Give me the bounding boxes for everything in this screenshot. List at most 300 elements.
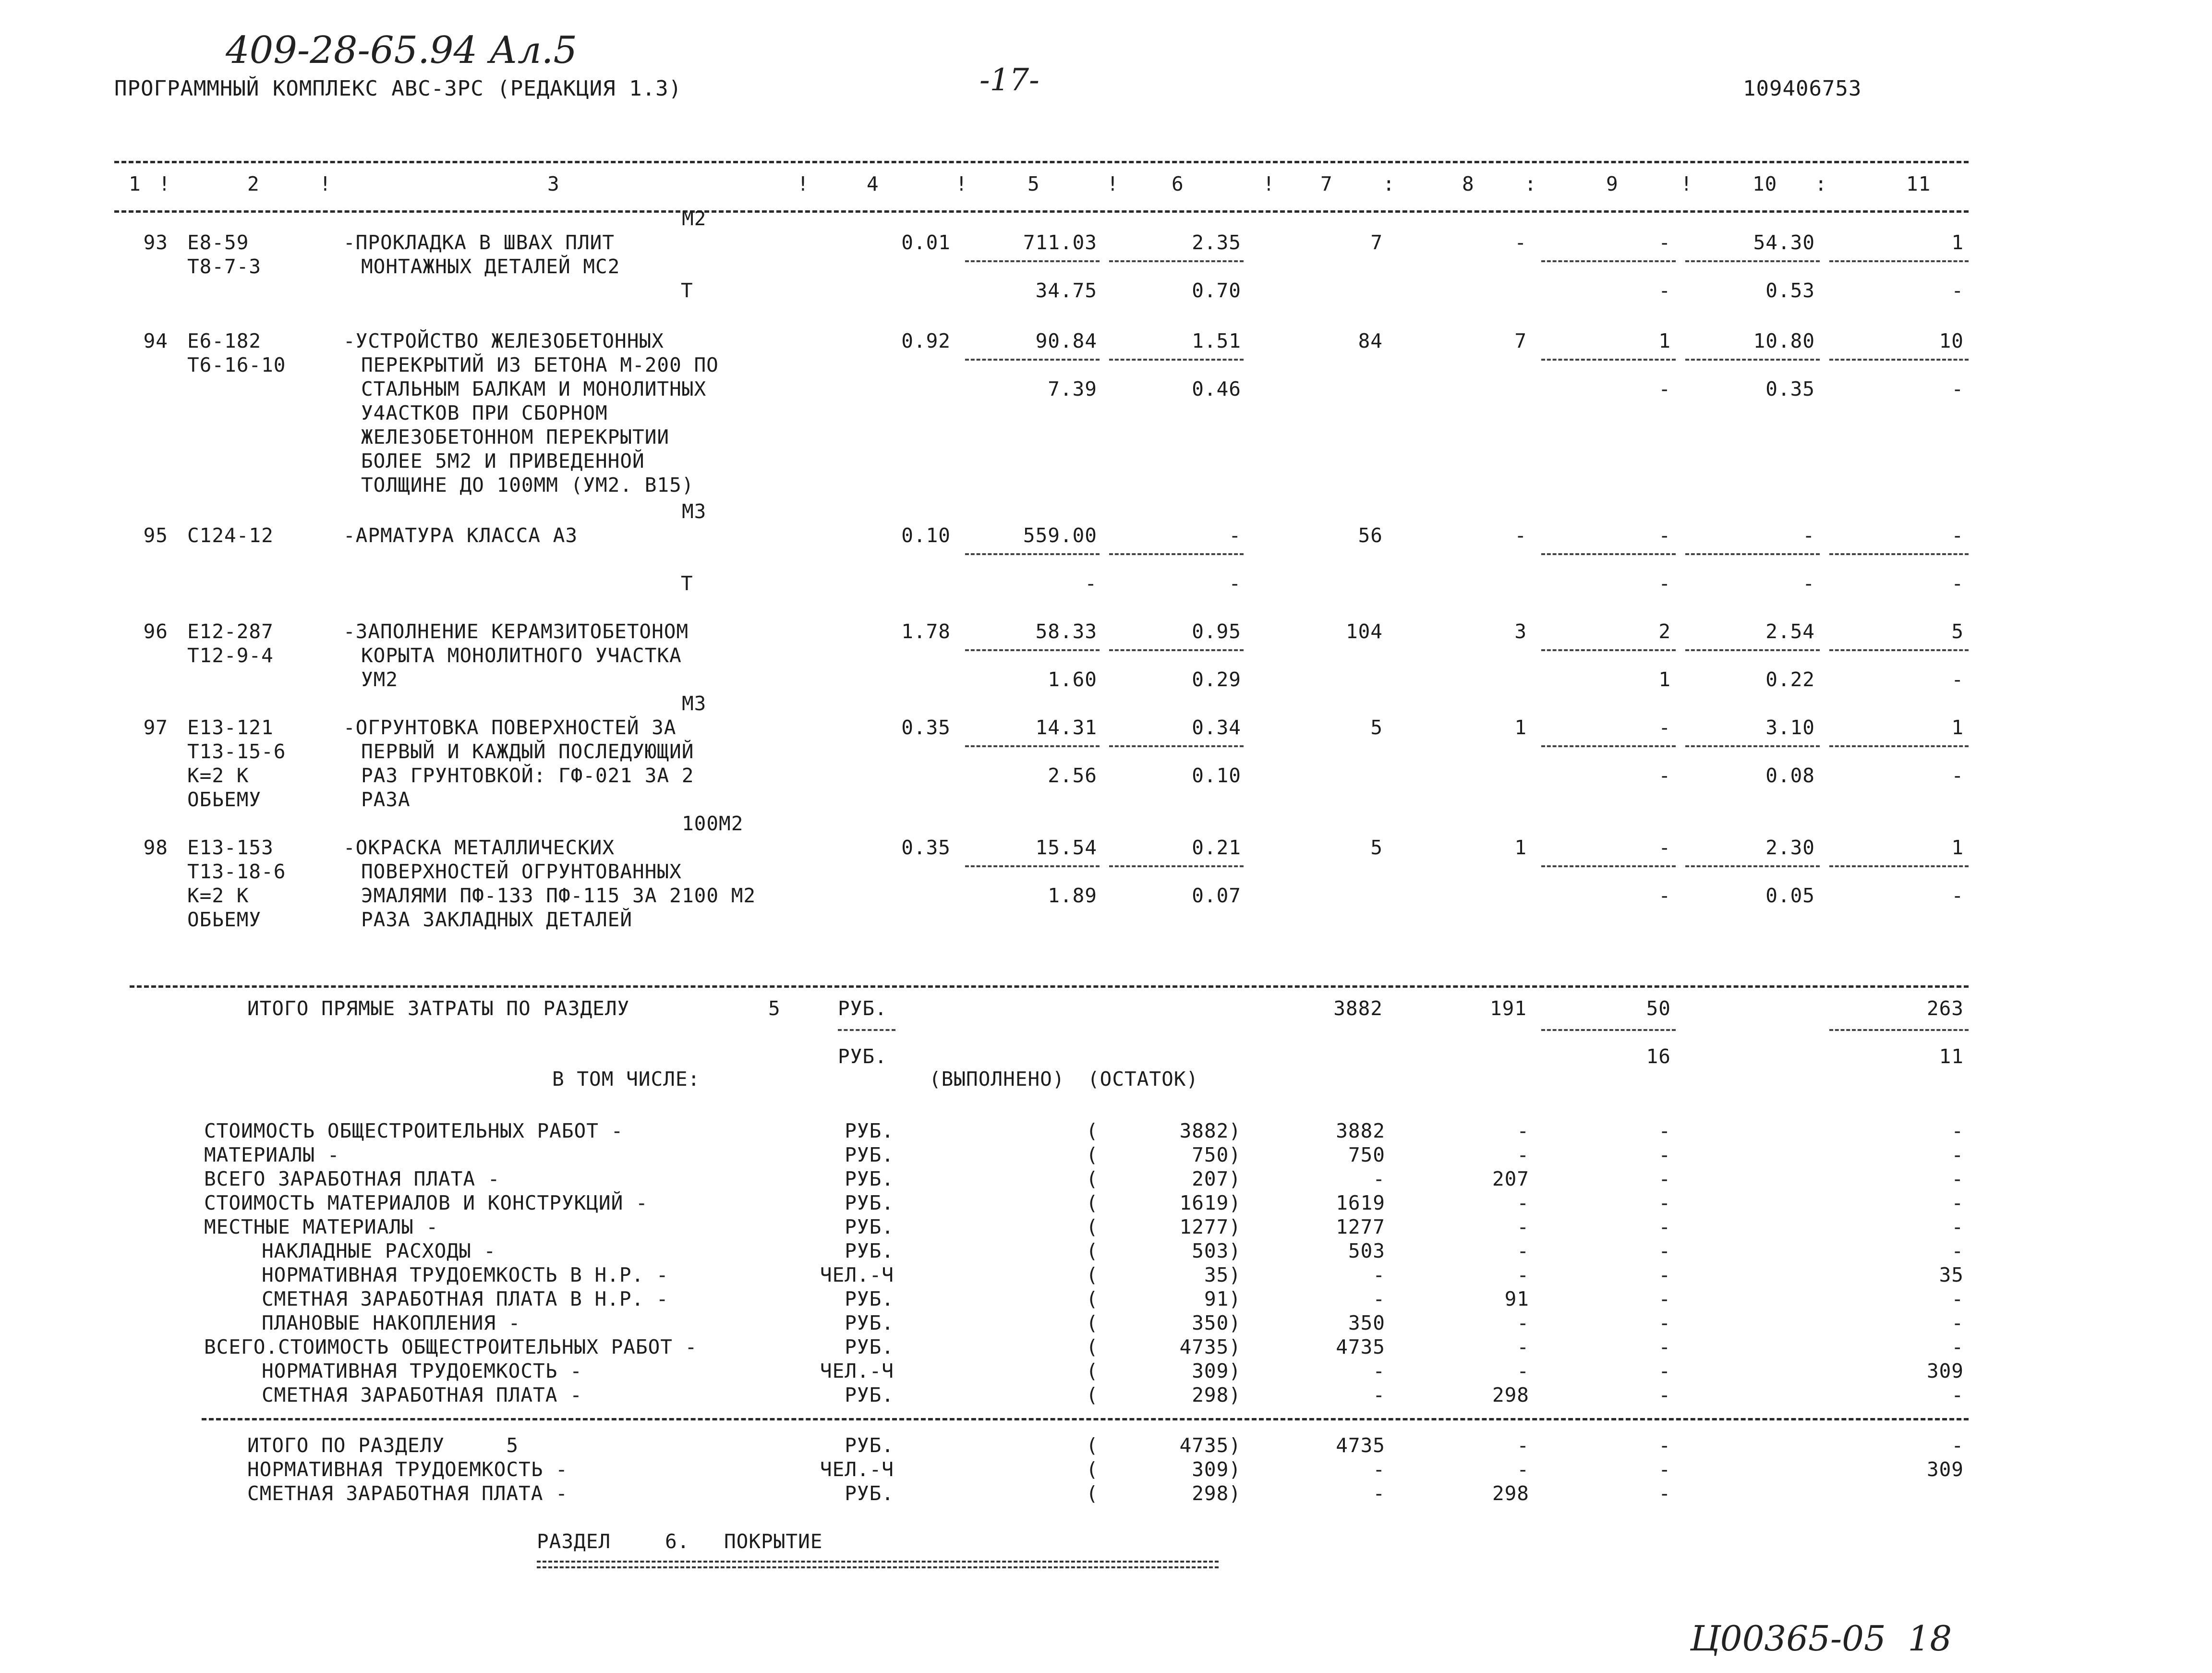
cell-c6: 2.35 <box>1192 231 1241 254</box>
work-description: ТОЛЩИНЕ ДО 100ММ (УМ2. В15) <box>361 473 694 497</box>
unit-above-label: М3 <box>682 500 707 523</box>
row-number: 97 <box>143 716 168 739</box>
cell-divider <box>1829 359 1969 361</box>
cell-c9: - <box>1658 231 1671 254</box>
cell-divider <box>1685 865 1820 867</box>
cell-c6b: 0.07 <box>1192 884 1241 907</box>
breakdown-value: 1277) <box>1179 1215 1241 1238</box>
breakdown-unit: РУБ. <box>845 1239 894 1262</box>
breakdown-c7: 1619 <box>1336 1191 1385 1214</box>
cell-divider <box>1109 553 1244 555</box>
work-description: ЖЕЛЕЗОБЕТОННОМ ПЕРЕКРЫТИИ <box>361 425 670 449</box>
cell-c5: 711.03 <box>1023 231 1097 254</box>
norm-code: Т12-9-4 <box>187 644 274 667</box>
norm-code: ОБЬЕМУ <box>187 788 262 811</box>
cell-c9b: - <box>1658 764 1671 787</box>
column-header-cell: 10 <box>1753 172 1777 195</box>
cell-divider <box>1829 1029 1969 1031</box>
breakdown-c9: - <box>1658 1311 1671 1334</box>
breakdown-unit: РУБ. <box>845 1287 894 1310</box>
unit-above-label: М2 <box>682 207 707 230</box>
breakdown-unit: РУБ. <box>845 1191 894 1214</box>
breakdown-c9: - <box>1658 1215 1671 1238</box>
cell-c10: 10.80 <box>1753 329 1815 352</box>
cell-c9: - <box>1658 836 1671 859</box>
page-number: -17- <box>979 62 1040 98</box>
breakdown-c9: - <box>1658 1239 1671 1262</box>
cell-c10b: 0.22 <box>1765 668 1815 691</box>
column-header-cell: ! <box>955 172 968 195</box>
cell-divider <box>965 359 1100 361</box>
cell-divider <box>1685 553 1820 555</box>
breakdown-c11: - <box>1951 1383 1964 1406</box>
total-c11b: 11 <box>1939 1045 1964 1068</box>
cell-c8: - <box>1514 231 1527 254</box>
breakdown-c8: - <box>1517 1239 1529 1262</box>
cell-c5b: 1.89 <box>1048 884 1097 907</box>
cell-c6b: 0.29 <box>1192 668 1241 691</box>
cell-c4: 0.92 <box>901 329 951 352</box>
cell-c5: 559.00 <box>1023 524 1097 547</box>
work-description: -ОГРУНТОВКА ПОВЕРХНОСТЕЙ ЗА <box>343 716 677 739</box>
column-header-cell: 2 <box>247 172 260 195</box>
breakdown-c9: - <box>1658 1383 1671 1406</box>
cell-c4: 0.35 <box>901 836 951 859</box>
section-total-label: НОРМАТИВНАЯ ТРУДОЕМКОСТЬ - <box>247 1458 568 1481</box>
work-description: ПЕРЕКРЫТИЙ ИЗ БЕТОНА М-200 ПО <box>361 353 719 376</box>
open-paren: ( <box>1086 1263 1099 1286</box>
breakdown-c8: - <box>1517 1191 1529 1214</box>
breakdown-c9: - <box>1658 1287 1671 1310</box>
work-description: -ОКРАСКА МЕТАЛЛИЧЕСКИХ <box>343 836 615 859</box>
open-paren: ( <box>1086 1335 1099 1358</box>
norm-code: ОБЬЕМУ <box>187 908 262 931</box>
cell-divider <box>1829 553 1969 555</box>
cell-c5b: 34.75 <box>1035 279 1097 302</box>
section-total-c8: 298 <box>1492 1482 1529 1505</box>
column-header-cell: ! <box>1680 172 1693 195</box>
cell-divider <box>1109 865 1244 867</box>
total-c11: 263 <box>1926 997 1964 1020</box>
open-paren: ( <box>1086 1215 1099 1238</box>
cell-c9b: - <box>1658 572 1671 595</box>
norm-code: Е12-287 <box>187 620 274 643</box>
breakdown-c8: 91 <box>1504 1287 1529 1310</box>
breakdown-c11: - <box>1951 1287 1964 1310</box>
cell-divider <box>1829 649 1969 651</box>
cell-c6b: 0.46 <box>1192 377 1241 400</box>
norm-code: К=2 К <box>187 884 249 907</box>
cell-c6: 0.95 <box>1192 620 1241 643</box>
table-top-rule <box>114 161 1969 163</box>
work-description: ЭМАЛЯМИ ПФ-133 ПФ-115 ЗА 2 <box>361 884 682 907</box>
column-header-cell: : <box>1524 172 1537 195</box>
work-description: КОРЫТА МОНОЛИТНОГО УЧАСТКА <box>361 644 682 667</box>
cell-c9b: 1 <box>1658 668 1671 691</box>
cell-divider <box>1829 260 1969 262</box>
unit-above-label: 100М2 <box>682 812 744 835</box>
cell-c6b: - <box>1229 572 1241 595</box>
breakdown-value: 503) <box>1192 1239 1241 1262</box>
open-paren: ( <box>1086 1119 1099 1142</box>
norm-code: Е13-121 <box>187 716 274 739</box>
section-total-unit: РУБ. <box>845 1434 894 1457</box>
breakdown-unit: РУБ. <box>845 1215 894 1238</box>
breakdown-unit: РУБ. <box>845 1143 894 1166</box>
open-paren: ( <box>1086 1434 1099 1457</box>
cell-c9b: - <box>1658 884 1671 907</box>
cell-c6: - <box>1229 524 1241 547</box>
cell-c7: 84 <box>1358 329 1383 352</box>
table-header-rule <box>114 210 1969 213</box>
cell-c9: 2 <box>1658 620 1671 643</box>
open-paren: ( <box>1086 1167 1099 1190</box>
cell-divider <box>1685 745 1820 747</box>
document-number: 109406753 <box>1743 76 1862 101</box>
breakdown-c8: - <box>1517 1311 1529 1334</box>
section-total-c9: - <box>1658 1458 1671 1481</box>
cell-divider <box>965 649 1100 651</box>
breakdown-unit: ЧЕЛ.-Ч <box>820 1263 894 1286</box>
breakdown-value: 350) <box>1192 1311 1241 1334</box>
column-header-cell: 4 <box>867 172 879 195</box>
work-description: РАЗА ЗАКЛАДНЫХ ДЕТАЛЕЙ <box>361 908 633 931</box>
breakdown-value: 207) <box>1192 1167 1241 1190</box>
breakdown-c7: - <box>1373 1167 1385 1190</box>
norm-code: Т13-18-6 <box>187 860 286 883</box>
cell-c8: 1 <box>1514 716 1527 739</box>
next-section-underline <box>537 1561 1219 1568</box>
cell-c4: 0.10 <box>901 524 951 547</box>
program-title: ПРОГРАММНЫЙ КОМПЛЕКС АВС-3РС (РЕДАКЦИЯ 1.3) <box>114 76 682 101</box>
norm-code: Е8-59 <box>187 231 249 254</box>
cell-divider <box>1685 359 1820 361</box>
breakdown-value: 4735) <box>1179 1335 1241 1358</box>
work-description: У4АСТКОВ ПРИ СБОРНОМ <box>361 401 608 424</box>
cell-c11b: - <box>1951 572 1964 595</box>
total-direct-unit: РУБ. <box>838 997 887 1020</box>
cell-c8: 1 <box>1514 836 1527 859</box>
cell-c11: 1 <box>1951 716 1964 739</box>
cell-divider <box>1829 865 1969 867</box>
section-total-value: 4735) <box>1179 1434 1241 1457</box>
breakdown-c7: 4735 <box>1336 1335 1385 1358</box>
section-total-c11: - <box>1951 1434 1964 1457</box>
work-description: -УСТРОЙСТВО ЖЕЛЕЗОБЕТОННЫХ <box>343 329 664 352</box>
breakdown-c11: - <box>1951 1239 1964 1262</box>
norm-code: Т13-15-6 <box>187 740 286 763</box>
section-total-c8: - <box>1517 1458 1529 1481</box>
row-number: 95 <box>143 524 168 547</box>
total-direct-unit-2: РУБ. <box>838 1045 887 1068</box>
remainder-label: (ОСТАТОК) <box>1088 1067 1199 1091</box>
cell-c11b: - <box>1951 884 1964 907</box>
open-paren: ( <box>1086 1239 1099 1262</box>
total-c8: 191 <box>1489 997 1527 1020</box>
cell-divider <box>1541 865 1676 867</box>
column-header-cell: ! <box>1107 172 1119 195</box>
cell-divider <box>1109 649 1244 651</box>
totals-rule <box>130 985 1969 988</box>
cell-c11b: - <box>1951 279 1964 302</box>
cell-c11: - <box>1951 524 1964 547</box>
breakdown-c11: - <box>1951 1143 1964 1166</box>
section-total-rule <box>202 1418 1969 1420</box>
cell-divider <box>965 260 1100 262</box>
breakdown-c11: - <box>1951 1119 1964 1142</box>
column-header-cell: 5 <box>1027 172 1040 195</box>
breakdown-label: СМЕТНАЯ ЗАРАБОТНАЯ ПЛАТА В Н.Р. - <box>262 1287 669 1310</box>
column-header-cell: 3 <box>547 172 560 195</box>
section-total-unit: ЧЕЛ.-Ч <box>820 1458 894 1481</box>
cell-divider <box>965 553 1100 555</box>
column-header-cell: ! <box>158 172 171 195</box>
cell-c10: 2.54 <box>1765 620 1815 643</box>
section-total-c7: 4735 <box>1336 1434 1385 1457</box>
section-total-label: СМЕТНАЯ ЗАРАБОТНАЯ ПЛАТА - <box>247 1482 568 1505</box>
cell-divider <box>1541 260 1676 262</box>
column-header-cell: ! <box>797 172 810 195</box>
breakdown-value: 298) <box>1192 1383 1241 1406</box>
unit-below-label: Т <box>681 572 693 595</box>
work-description: РАЗА <box>361 788 411 811</box>
cell-c11b: - <box>1951 377 1964 400</box>
cell-c5b: 7.39 <box>1048 377 1097 400</box>
norm-code: С124-12 <box>187 524 274 547</box>
cell-c6: 0.21 <box>1192 836 1241 859</box>
breakdown-c8: - <box>1517 1119 1529 1142</box>
breakdown-c7: 503 <box>1348 1239 1385 1262</box>
breakdown-c8: 298 <box>1492 1383 1529 1406</box>
breakdown-c7: - <box>1373 1359 1385 1382</box>
section-total-c9: - <box>1658 1482 1671 1505</box>
cell-c5: 14.31 <box>1035 716 1097 739</box>
breakdown-value: 309) <box>1192 1359 1241 1382</box>
cell-c10: 3.10 <box>1765 716 1815 739</box>
cell-divider <box>1541 649 1676 651</box>
breakdown-label: ВСЕГО.СТОИМОСТЬ ОБЩЕСТРОИТЕЛЬНЫХ РАБОТ - <box>204 1335 698 1358</box>
breakdown-label: СТОИМОСТЬ ОБЩЕСТРОИТЕЛЬНЫХ РАБОТ - <box>204 1119 624 1142</box>
norm-code: Т6-16-10 <box>187 353 286 376</box>
norm-code: Е6-182 <box>187 329 262 352</box>
breakdown-c11: 309 <box>1926 1359 1964 1382</box>
cell-c7: 56 <box>1358 524 1383 547</box>
breakdown-c7: 350 <box>1348 1311 1385 1334</box>
cell-c8: 7 <box>1514 329 1527 352</box>
breakdown-c9: - <box>1658 1335 1671 1358</box>
section-total-c9: - <box>1658 1434 1671 1457</box>
column-header-cell: 6 <box>1172 172 1184 195</box>
cell-c7: 104 <box>1345 620 1383 643</box>
cell-c11b: - <box>1951 668 1964 691</box>
open-paren: ( <box>1086 1359 1099 1382</box>
cell-c9b: - <box>1658 279 1671 302</box>
breakdown-unit: РУБ. <box>845 1167 894 1190</box>
cell-c11: 1 <box>1951 231 1964 254</box>
executed-label: (ВЫПОЛНЕНО) <box>929 1067 1065 1091</box>
open-paren: ( <box>1086 1482 1099 1505</box>
work-description: БОЛЕЕ 5М2 И ПРИВЕДЕННОЙ <box>361 449 645 473</box>
breakdown-c9: - <box>1658 1191 1671 1214</box>
work-description: РАЗ ГРУНТОВКОЙ: ГФ-021 ЗА 2 <box>361 764 694 787</box>
cell-c10: - <box>1802 524 1815 547</box>
total-direct-section: 5 <box>768 997 781 1020</box>
breakdown-unit: РУБ. <box>845 1119 894 1142</box>
cell-c7: 7 <box>1370 231 1383 254</box>
cell-c11: 5 <box>1951 620 1964 643</box>
cell-c6b: 0.10 <box>1192 764 1241 787</box>
breakdown-c9: - <box>1658 1119 1671 1142</box>
breakdown-c11: - <box>1951 1191 1964 1214</box>
breakdown-c8: - <box>1517 1263 1529 1286</box>
work-description: СТАЛЬНЫМ БАЛКАМ И МОНОЛИТНЫХ <box>361 377 707 400</box>
norm-code: Т8-7-3 <box>187 255 262 278</box>
cell-c5: 90.84 <box>1035 329 1097 352</box>
breakdown-c7: 750 <box>1348 1143 1385 1166</box>
breakdown-c9: - <box>1658 1263 1671 1286</box>
breakdown-c11: - <box>1951 1335 1964 1358</box>
breakdown-label: НАКЛАДНЫЕ РАСХОДЫ - <box>262 1239 496 1262</box>
cell-divider <box>1109 745 1244 747</box>
cell-c10: 2.30 <box>1765 836 1815 859</box>
cell-divider <box>1685 649 1820 651</box>
cell-c7: 5 <box>1370 716 1383 739</box>
cell-c10b: 0.53 <box>1765 279 1815 302</box>
work-description: -АРМАТУРА КЛАССА А3 <box>343 524 578 547</box>
breakdown-value: 91) <box>1204 1287 1241 1310</box>
cell-c7: 5 <box>1370 836 1383 859</box>
column-header-cell: : <box>1383 172 1395 195</box>
breakdown-label: МАТЕРИАЛЫ - <box>204 1143 340 1166</box>
breakdown-value: 35) <box>1204 1263 1241 1286</box>
cell-c11: 1 <box>1951 836 1964 859</box>
open-paren: ( <box>1086 1287 1099 1310</box>
breakdown-c7: - <box>1373 1287 1385 1310</box>
cell-divider <box>965 865 1100 867</box>
unit-below-label: 100 М2 <box>682 884 756 907</box>
cell-c8: - <box>1514 524 1527 547</box>
cell-c4: 0.35 <box>901 716 951 739</box>
column-header-cell: 1 <box>129 172 141 195</box>
column-header-cell: 11 <box>1906 172 1931 195</box>
cell-divider <box>1685 260 1820 262</box>
breakdown-unit: РУБ. <box>845 1383 894 1406</box>
breakdown-c9: - <box>1658 1167 1671 1190</box>
cell-c5b: - <box>1085 572 1097 595</box>
cell-c10b: - <box>1802 572 1815 595</box>
breakdown-c11: 35 <box>1939 1263 1964 1286</box>
breakdown-unit: ЧЕЛ.-Ч <box>820 1359 894 1382</box>
row-number: 96 <box>143 620 168 643</box>
breakdown-label: СТОИМОСТЬ МАТЕРИАЛОВ И КОНСТРУКЦИЙ - <box>204 1191 648 1214</box>
breakdown-c8: - <box>1517 1143 1529 1166</box>
unit-divider <box>838 1029 895 1031</box>
breakdown-label: СМЕТНАЯ ЗАРАБОТНАЯ ПЛАТА - <box>262 1383 582 1406</box>
total-c9: 50 <box>1646 997 1671 1020</box>
cell-c6: 1.51 <box>1192 329 1241 352</box>
cell-c4: 1.78 <box>901 620 951 643</box>
breakdown-value: 750) <box>1192 1143 1241 1166</box>
work-description: УМ2 <box>361 668 399 691</box>
breakdown-label: ПЛАНОВЫЕ НАКОПЛЕНИЯ - <box>262 1311 521 1334</box>
cell-c10b: 0.35 <box>1765 377 1815 400</box>
norm-code: Е13-153 <box>187 836 274 859</box>
breakdown-value: 3882) <box>1179 1119 1241 1142</box>
cell-divider <box>1541 553 1676 555</box>
section-total-c7: - <box>1373 1458 1385 1481</box>
cell-c11: 10 <box>1939 329 1964 352</box>
breakdown-c9: - <box>1658 1359 1671 1382</box>
total-c9b: 16 <box>1646 1045 1671 1068</box>
document-stamp: 409-28-65.94 Ал.5 <box>226 29 578 72</box>
cell-c10b: 0.05 <box>1765 884 1815 907</box>
cell-c9: 1 <box>1658 329 1671 352</box>
breakdown-c7: - <box>1373 1263 1385 1286</box>
work-description: ПЕРВЫЙ И КАЖДЫЙ ПОСЛЕДУЮЩИЙ <box>361 740 694 763</box>
breakdown-label: МЕСТНЫЕ МАТЕРИАЛЫ - <box>204 1215 438 1238</box>
work-description: МОНТАЖНЫХ ДЕТАЛЕЙ МС2 <box>361 255 620 278</box>
breakdown-c8: 207 <box>1492 1167 1529 1190</box>
cell-c4: 0.01 <box>901 231 951 254</box>
cell-c5: 15.54 <box>1035 836 1097 859</box>
cell-divider <box>1829 745 1969 747</box>
cell-c9b: - <box>1658 377 1671 400</box>
open-paren: ( <box>1086 1191 1099 1214</box>
work-description: -ЗАПОЛНЕНИЕ КЕРАМЗИТОБЕТОНОМ <box>343 620 689 643</box>
open-paren: ( <box>1086 1458 1099 1481</box>
section-total-c8: - <box>1517 1434 1529 1457</box>
cell-c10b: 0.08 <box>1765 764 1815 787</box>
cell-c5: 58.33 <box>1035 620 1097 643</box>
cell-c9: - <box>1658 524 1671 547</box>
column-header-cell: 7 <box>1320 172 1333 195</box>
cell-c5b: 1.60 <box>1048 668 1097 691</box>
cell-c6: 0.34 <box>1192 716 1241 739</box>
breakdown-c8: - <box>1517 1335 1529 1358</box>
section-total-unit: РУБ. <box>845 1482 894 1505</box>
row-number: 93 <box>143 231 168 254</box>
section-total-c11: 309 <box>1926 1458 1964 1481</box>
cell-c8: 3 <box>1514 620 1527 643</box>
cell-c10: 54.30 <box>1753 231 1815 254</box>
open-paren: ( <box>1086 1143 1099 1166</box>
breakdown-c11: - <box>1951 1215 1964 1238</box>
breakdown-c11: - <box>1951 1311 1964 1334</box>
total-direct-label: ИТОГО ПРЯМЫЕ ЗАТРАТЫ ПО РАЗДЕЛУ <box>247 997 630 1020</box>
next-section-title: ПОКРЫТИЕ <box>724 1530 823 1553</box>
breakdown-value: 1619) <box>1179 1191 1241 1214</box>
row-number: 98 <box>143 836 168 859</box>
cell-c9: - <box>1658 716 1671 739</box>
unit-below-label: Т <box>681 279 693 302</box>
breakdown-label: НОРМАТИВНАЯ ТРУДОЕМКОСТЬ В Н.Р. - <box>262 1263 669 1286</box>
work-description: ПОВЕРХНОСТЕЙ ОГРУНТОВАННЫХ <box>361 860 682 883</box>
cell-divider <box>1109 260 1244 262</box>
work-description: -ПРОКЛАДКА В ШВАХ ПЛИТ <box>343 231 615 254</box>
cell-divider <box>1541 359 1676 361</box>
section-total-label: ИТОГО ПО РАЗДЕЛУ 5 <box>247 1434 519 1457</box>
cell-divider <box>1541 1029 1676 1031</box>
column-header-cell: ! <box>319 172 332 195</box>
next-section-number: 6. <box>665 1530 690 1553</box>
cell-divider <box>1109 359 1244 361</box>
cell-c5b: 2.56 <box>1048 764 1097 787</box>
breakdown-c11: - <box>1951 1167 1964 1190</box>
column-header-cell: 8 <box>1462 172 1475 195</box>
cell-c6b: 0.70 <box>1192 279 1241 302</box>
next-section-label: РАЗДЕЛ <box>537 1530 611 1553</box>
open-paren: ( <box>1086 1383 1099 1406</box>
